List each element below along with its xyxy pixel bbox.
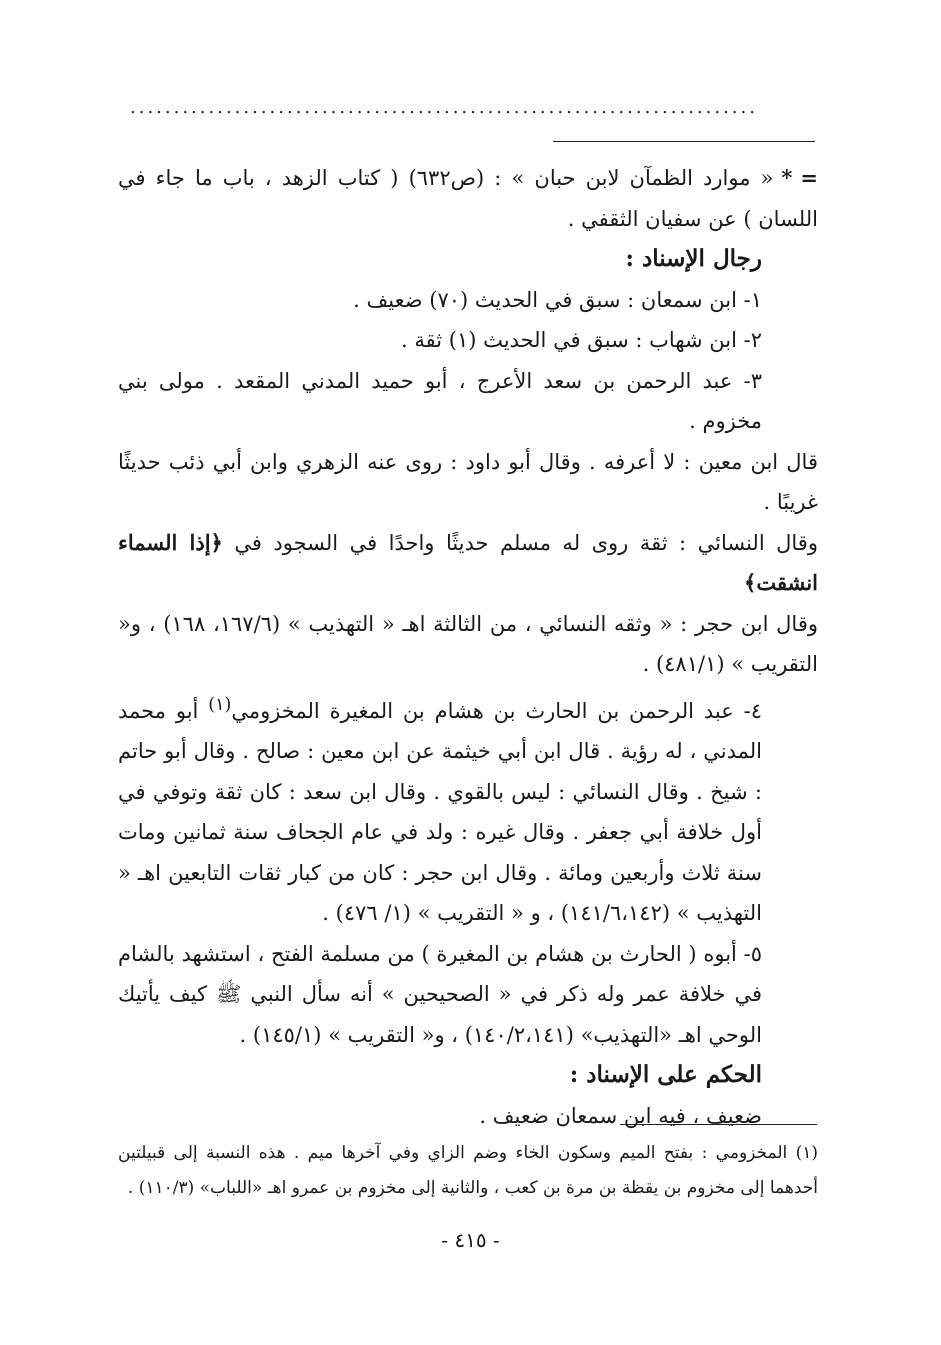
footnote-ref: (١) <box>208 694 232 715</box>
quran-quote: ﴿إذا السماء انشقت﴾ <box>118 529 818 595</box>
separator-dots: ........................................................................ <box>130 98 758 118</box>
section-heading-narrators: رجال الإسناد : <box>625 245 762 272</box>
narrator-5: ٥- أبوه ( الحارث بن هشام بن المغيرة ) من مسلمة الفتح ، استشهد بالشام في خلافة عمر وله ذكر في « الصحيحين » أنه سأل النبي ﷺ كيف يأتيك الوحي اهـ «التهذيب» (١٤٠/٢،١٤١) ، و« التقريب » (١٤٥/١) . <box>118 941 762 1047</box>
intro-paragraph <box>118 158 818 239</box>
footnote: (١) المخزومي : بفتح الميم وسكون الخاء وضم الزاي وفي آخرها ميم . هذه النسبة إلى قبيلتين أحدهما إلى مخزوم بن يقظة بن مرة بن كعب ، والثانية إلى مخزوم بن عمرو اهـ «اللباب» (١١٠/٣) . <box>118 1143 818 1198</box>
narrator-4-text: أبو محمد المدني ، له رؤية . قال ابن أبي خيثمة عن ابن معين : صالح . وقال أبو حاتم : شيخ . وقال النسائي : ليس بالقوي . وقال ابن سعد : كان ثقة وتوفي في أول خلافة أبي جعفر . وقال غيره : ولد في عام الجحاف سنة ثمانين ومات سنة ثلاث وأربعين ومائة . وقال ابن حجر : كان من كبار ثقات التابعين اهـ « التهذيب » (١٤١/٦،١٤٢) ، و « التقريب » (١/ ٤٧٦) . <box>118 698 762 925</box>
star-marker: * <box>781 165 793 190</box>
top-rule <box>553 141 815 142</box>
ruling-text: ضعيف ، فيه ابن سمعان ضعيف . <box>479 1103 762 1128</box>
narrator-1: ١- ابن سمعان : سبق في الحديث (٧٠) ضعيف . <box>353 287 762 312</box>
narrator-4 <box>118 685 818 934</box>
footnote-rule <box>620 1124 817 1125</box>
main-text <box>118 158 818 1136</box>
narrator-3-detail-2-text: وقال النسائي : ثقة روى له مسلم حديثًا واحدًا في السجود في <box>234 530 818 555</box>
narrator-3-detail-3: وقال ابن حجر : « وثقه النسائي ، من الثالثة اهـ « التهذيب » (١٦٧/٦، ١٦٨) ، و« التقريب » (٤٨١/١) . <box>118 611 819 676</box>
narrator-3-detail-2 <box>118 523 818 604</box>
intro-text: « موارد الظمآن لابن حبان » : (ص٦٣٢) ( كتاب الزهد ، باب ما جاء في اللسان ) عن سفيان الثقفي . <box>118 166 818 231</box>
page-number: - ٤١٥ - <box>441 1228 500 1252</box>
section-heading-ruling: الحكم على الإسناد : <box>569 1061 762 1088</box>
narrator-4-name: ٤- عبد الرحمن بن الحارث بن هشام بن المغيرة المخزومي <box>231 698 762 723</box>
dash-marker: = <box>800 165 818 190</box>
narrator-3: ٣- عبد الرحمن بن سعد الأعرج ، أبو حميد المدني المقعد . مولى بني مخزوم . <box>118 368 762 433</box>
narrator-3-detail-1: قال ابن معين : لا أعرفه . وقال أبو داود : روى عنه الزهري وابن أبي ذئب حديثًا غريبًا . <box>118 449 818 514</box>
narrator-2: ٢- ابن شهاب : سبق في الحديث (١) ثقة . <box>401 328 762 352</box>
